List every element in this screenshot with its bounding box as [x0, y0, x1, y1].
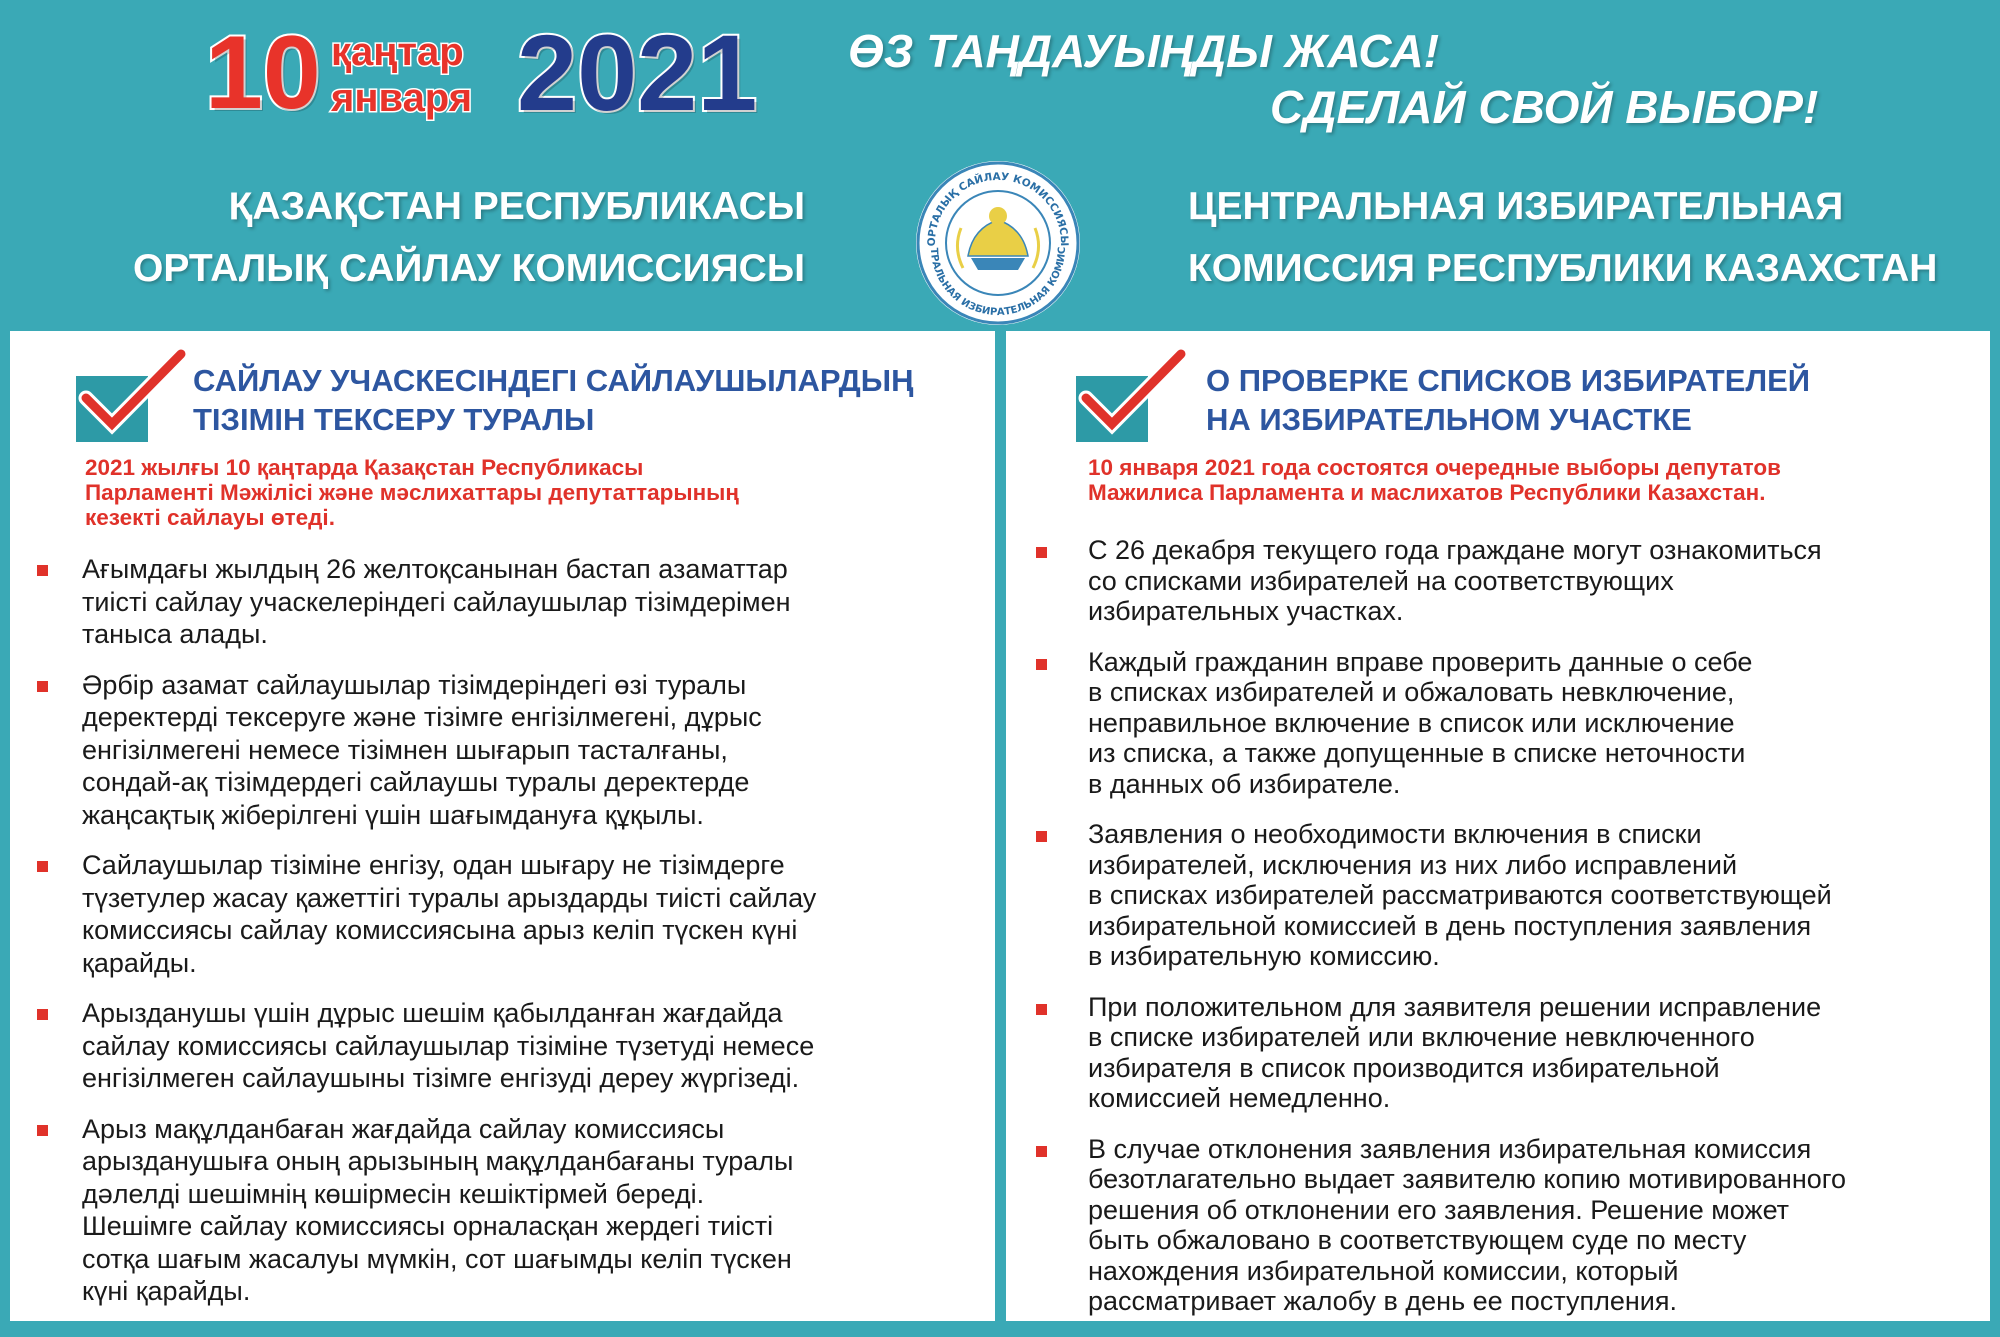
list-item-text: В случае отклонения заявления избирательная комиссия безотлагательно выдает заявителю копию мотивированного решения об отклонении его заявления. Решение может быть обжаловано в соответствующем суде по месту нахождения избирательной комиссии, который рассматривает жалобу в день ее поступления.: [1088, 1133, 1847, 1316]
date-day: 10: [205, 15, 321, 131]
org-name-ru-line2: КОМИССИЯ РЕСПУБЛИКИ КАЗАХСТАН: [1188, 247, 1938, 290]
bullet-square-icon: [1036, 547, 1047, 558]
list-item: [10, 669, 990, 832]
list-item-text: Заявления о необходимости включения в списки избирателей, исключения из них либо исправлений в списках избирателей рассматриваются соответствующей избирательной комиссией в день поступления заявления в избирательную комиссию.: [1088, 819, 1832, 971]
bullet-square-icon: [1036, 1004, 1047, 1015]
list-item-text: Арыз мақұлданбаған жағдайда сайлау комиссиясы арызданушыға оның арызының мақұлданбағаны туралы дәлелді шешімнің көшірмесін кешіктірмей береді. Шешімге сайлау комиссиясы орналасқан жердегі тиісті сотқа шағым жасалуы мүмкін, сот шағымды келіп түскен күні қарайды.: [82, 1113, 794, 1306]
org-name-ru: [1188, 176, 1937, 300]
section-title-ru: О ПРОВЕРКЕ СПИСКОВ ИЗБИРАТЕЛЕЙ НА ИЗБИРАТЕЛЬНОМ УЧАСТКЕ: [1206, 363, 1811, 437]
date-month-ru: января: [331, 76, 473, 120]
slogan-kz: ӨЗ ТАҢДАУЫҢДЫ ЖАСА!: [848, 25, 1440, 77]
date-month-kz: қаңтар: [331, 30, 464, 74]
list-item-text: Әрбір азамат сайлаушылар тізімдеріндегі өзі туралы деректерді тексеруге және тізімге енгізілмегені, дұрыс енгізілмегені немесе тізімнен шығарып тасталғаны, сондай-ақ тізімдердегі сайлаушы туралы деректерде жаңсақтық жіберілгені үшін шағымдануға құқылы.: [82, 669, 762, 830]
date-year: 2021: [517, 12, 758, 133]
bullet-list-kz: [10, 553, 990, 1326]
org-name-kz: [133, 176, 805, 300]
intro-text-kz: 2021 жылғы 10 қаңтарда Қазақстан Республикасы Парламенті Мәжілісі және мәслихаттары депутаттарының кезекті сайлауы өтеді.: [85, 455, 739, 530]
bullet-square-icon: [37, 681, 48, 692]
section-title-kz: САЙЛАУ УЧАСКЕСІНДЕГІ САЙЛАУШЫЛАРДЫҢ ТІЗІМІН ТЕКСЕРУ ТУРАЛЫ: [193, 363, 914, 437]
emblem-icon: [913, 158, 1083, 328]
emblem-bottom-text: ТРАЛЬНАЯ ИЗБИРАТЕЛЬНАЯ КОМИС: [927, 246, 1069, 319]
intro-text-ru: 10 января 2021 года состоятся очередные выборы депутатов Мажилиса Парламента и маслихатов Республики Казахстан.: [1088, 455, 1781, 505]
list-item: [1006, 535, 1986, 627]
panel-russian: [1006, 331, 1990, 1321]
bullet-list-ru: [1006, 535, 1986, 1337]
list-item-text: Арызданушы үшін дұрыс шешім қабылданған жағдайда сайлау комиссиясы сайлаушылар тізіміне түзетуді немесе енгізілмеген сайлаушыны тізімге енгізуді дереу жүргізеді.: [82, 998, 815, 1093]
org-name-ru-line1: ЦЕНТРАЛЬНАЯ ИЗБИРАТЕЛЬНАЯ: [1188, 185, 1844, 228]
checkmark-icon: [1076, 346, 1186, 432]
list-item: [1006, 647, 1986, 800]
bullet-square-icon: [37, 1125, 48, 1136]
list-item-text: С 26 декабря текущего года граждане могут ознакомиться со списками избирателей на соответствующих избирательных участках.: [1088, 535, 1822, 626]
list-item-text: Сайлаушылар тізіміне енгізу, одан шығару не тізімдерге түзетулер жасау қажеттігі туралы арыздарды тиісті сайлау комиссиясы сайлау комиссиясына арыз келіп түскен күні қарайды.: [82, 850, 817, 978]
list-item: [10, 849, 990, 979]
checkmark-icon: [76, 346, 186, 432]
bullet-square-icon: [37, 1009, 48, 1020]
list-item: [10, 997, 990, 1095]
org-name-kz-line1: ҚАЗАҚСТАН РЕСПУБЛИКАСЫ: [228, 185, 805, 228]
panel-kazakh: [10, 331, 995, 1321]
bullet-square-icon: [37, 861, 48, 872]
slogan-ru: СДЕЛАЙ СВОЙ ВЫБОР!: [1270, 81, 1819, 133]
list-item: [1006, 992, 1986, 1114]
emblem-top-text: ОРТАЛЫҚ САЙЛАУ КОМИССИЯСЫ: [925, 170, 1071, 247]
bullet-square-icon: [1036, 1146, 1047, 1157]
list-item: [1006, 819, 1986, 972]
bullet-square-icon: [1036, 659, 1047, 670]
list-item-text: Ағымдағы жылдың 26 желтоқсанынан бастап азаматтар тиісті сайлау учаскелеріндегі сайлаушылар тізімдерімен таныса алады.: [82, 554, 791, 649]
bullet-square-icon: [1036, 831, 1047, 842]
list-item-text: При положительном для заявителя решении исправление в списке избирателей или включение невключенного избирателя в список производится избирательной комиссией немедленно.: [1088, 991, 1822, 1113]
list-item: [10, 553, 990, 651]
header-banner: [0, 0, 2000, 330]
list-item: [1006, 1134, 1986, 1317]
bullet-square-icon: [37, 565, 48, 576]
list-item-text: Каждый гражданин вправе проверить данные о себе в списках избирателей и обжаловать невключение, неправильное включение в список или исключение из списка, а также допущенные в списке неточности в данных об избирателе.: [1088, 646, 1753, 799]
list-item: [10, 1113, 990, 1308]
org-name-kz-line2: ОРТАЛЫҚ САЙЛАУ КОМИССИЯСЫ: [133, 247, 805, 290]
